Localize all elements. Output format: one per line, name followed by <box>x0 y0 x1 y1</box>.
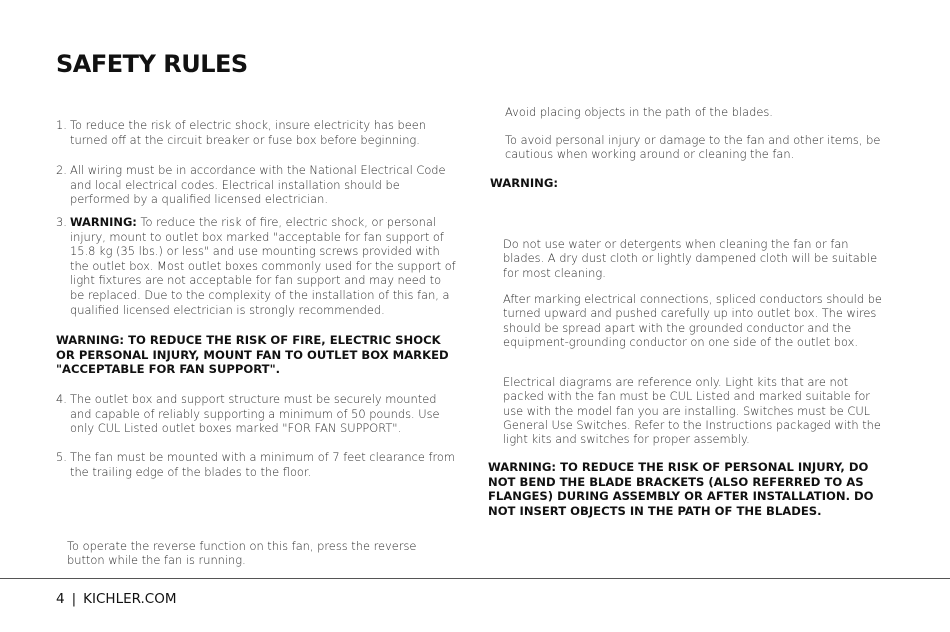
item-text-wrapper <box>70 215 456 317</box>
item-text: All wiring must be in accordance with the National Electrical Code and local electrical codes. Electrical installation should be performed by a qualified licensed electrician. <box>70 163 446 207</box>
page-title: SAFETY RULES <box>56 50 248 78</box>
item-number: 3. <box>56 215 67 229</box>
footer-separator: | <box>71 591 77 607</box>
warning-block-blades: WARNING: TO REDUCE THE RISK OF PERSONAL INJURY, DO NOT BEND THE BLADE BRACKETS (ALSO REFERRED TO AS FLANGES) DURING ASSEMBLY OR AFTER INSTALLATION. DO NOT INSERT OBJECTS IN THE PATH OF THE BLADES. <box>488 460 874 518</box>
warning-label: WARNING: <box>490 176 559 190</box>
page-number: 4 <box>56 591 65 607</box>
paragraph-avoid-injury: To avoid personal injury or damage to the fan and other items, be cautious when working around or cleaning the fan. <box>505 133 881 162</box>
item-number: 5. <box>56 450 67 464</box>
paragraph-diagrams: Electrical diagrams are reference only. Light kits that are not packed with the fan must be CUL Listed and marked suitable for use with the model fan you are installing. Switches must be CUL General Use Switches. Refer to the Instructions packaged with the light kits and switches for proper assembly. <box>503 375 881 447</box>
list-item-1 <box>56 118 456 147</box>
item-number: 2. <box>56 163 67 177</box>
footer-site: KICHLER.COM <box>83 591 177 607</box>
item-text: To reduce the risk of electric shock, insure electricity has been turned off at the circuit breaker or fuse box before beginning. <box>70 118 426 147</box>
paragraph-connections: After marking electrical connections, spliced conductors should be turned upward and pushed carefully up into outlet box. The wires should be spread apart with the grounded conductor and the equipment-grounding conductor on one side of the outlet box. <box>503 292 882 349</box>
paragraph-avoid-objects: Avoid placing objects in the path of the blades. <box>505 105 773 119</box>
reverse-function-note: To operate the reverse function on this fan, press the reverse button while the fan is running. <box>67 539 417 568</box>
list-item-2 <box>56 163 456 207</box>
item-text: The fan must be mounted with a minimum of 7 feet clearance from the trailing edge of the blades to the floor. <box>70 450 456 479</box>
list-item-4 <box>56 392 456 436</box>
item-number: 4. <box>56 392 67 406</box>
warning-label: WARNING: <box>70 215 137 229</box>
paragraph-cleaning: Do not use water or detergents when cleaning the fan or fan blades. A dry dust cloth or lightly dampened cloth will be suitable for most cleaning. <box>503 237 878 280</box>
footer-divider <box>0 578 950 579</box>
item-number: 1. <box>56 118 67 132</box>
item-text: To reduce the risk of fire, electric shock, or personal injury, mount to outlet box marked "acceptable for fan support of 15.8 kg (35 lbs.) or less" and use mounting screws provided with the outlet box. Most outlet boxes commonly used for the support of light fixtures are not acceptable for fan support and may need to be replaced. Due to the complexity of the installation of this fan, a qualified licensed electrician is strongly recommended. <box>70 215 456 317</box>
list-item-3 <box>56 215 456 317</box>
list-item-5 <box>56 450 456 479</box>
item-text: The outlet box and support structure must be securely mounted and capable of reliably supporting a minimum of 50 pounds. Use only CUL Listed outlet boxes marked "FOR FAN SUPPORT". <box>70 392 440 436</box>
footer <box>56 591 177 607</box>
warning-block-outlet: WARNING: TO REDUCE THE RISK OF FIRE, ELECTRIC SHOCK OR PERSONAL INJURY, MOUNT FAN TO OUTLET BOX MARKED "ACCEPTABLE FOR FAN SUPPORT". <box>56 333 449 377</box>
